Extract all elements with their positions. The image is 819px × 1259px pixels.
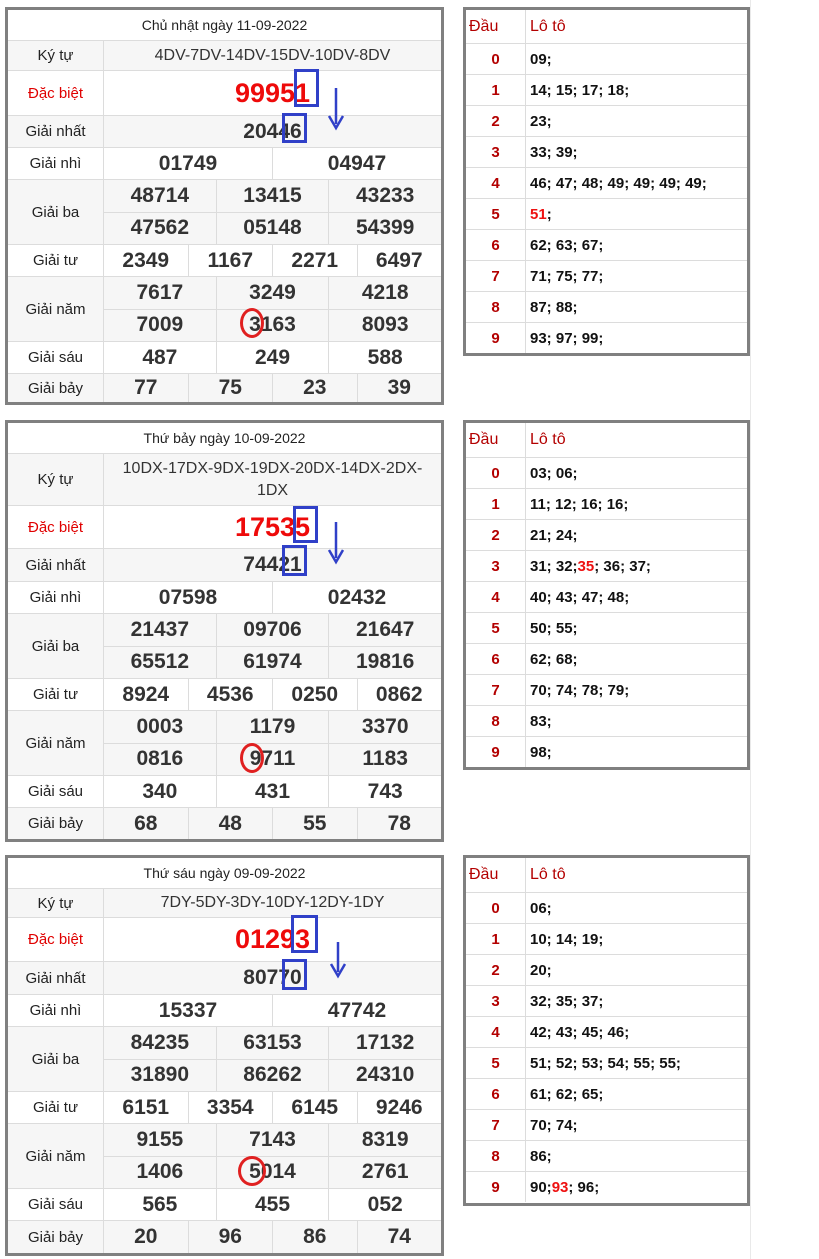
seventh-prize: 77 (134, 376, 158, 399)
loto-values: 86; (530, 1147, 552, 1165)
third-prize: 48714 (130, 183, 190, 207)
loto-head-dau: Đầu (466, 10, 526, 43)
loto-values: 71; 75; 77; (530, 267, 604, 285)
seventh-prize: 39 (357, 374, 442, 402)
label-giai-bay: Giải bảy (8, 374, 104, 402)
loto-values: 23; (530, 112, 552, 130)
third-prize: 13415 (216, 180, 329, 212)
fifth-prize: 8093 (328, 310, 441, 342)
down-arrow-icon (325, 520, 347, 566)
sixth-prize: 487 (142, 345, 178, 369)
loto-values: 98; (530, 743, 552, 761)
results-table-3 (5, 855, 444, 1256)
loto-head-loto: Lô tô (530, 866, 566, 883)
loto-hot-value: 93 (551, 1178, 569, 1196)
fifth-prize: 8319 (328, 1124, 441, 1156)
loto-dau: 1 (466, 75, 526, 105)
seventh-prize: 96 (188, 1221, 273, 1253)
label-dac-biet: Đặc biệt (8, 71, 104, 115)
third-prize: 61974 (216, 647, 329, 679)
fourth-prize: 0250 (272, 679, 357, 710)
highlight-box-icon (282, 959, 307, 990)
fourth-prize: 8924 (122, 682, 170, 706)
loto-dau: 6 (466, 644, 526, 674)
draw-date-header: Thứ bảy ngày 10-09-2022 (8, 423, 441, 453)
highlight-box-icon (291, 915, 318, 953)
loto-dau: 8 (466, 1141, 526, 1171)
loto-values: 40; 43; 47; 48; (530, 588, 630, 606)
loto-head-loto: Lô tô (530, 431, 566, 448)
label-kytu: Ký tự (8, 889, 104, 917)
code-sequence: 10DX-17DX-9DX-19DX-20DX-14DX-2DX-1DX (122, 459, 423, 499)
seventh-prize: 55 (272, 808, 357, 839)
seventh-prize: 75 (188, 374, 273, 402)
highlight-circle-icon (240, 308, 264, 338)
label-giai-tu: Giải tư (8, 679, 104, 710)
fourth-prize: 2349 (122, 248, 170, 272)
loto-values: 90; 93 ; 96; (530, 1178, 600, 1196)
loto-values: 21; 24; (530, 526, 578, 544)
fifth-prize: 9155 (136, 1127, 184, 1151)
loto-dau: 6 (466, 1079, 526, 1109)
label-giai-tu: Giải tư (8, 245, 104, 276)
fifth-prize: 7143 (216, 1124, 329, 1156)
third-prize: 21437 (130, 617, 190, 641)
fifth-prize: 9711 (216, 744, 329, 776)
loto-dau: 2 (466, 520, 526, 550)
loto-dau: 2 (466, 955, 526, 985)
loto-dau: 4 (466, 168, 526, 198)
loto-dau: 5 (466, 199, 526, 229)
loto-dau: 6 (466, 230, 526, 260)
code-sequence: 4DV-7DV-14DV-15DV-10DV-8DV (154, 46, 391, 64)
sixth-prize: 249 (216, 342, 329, 373)
loto-values: 14; 15; 17; 18; (530, 81, 630, 99)
third-prize: 09706 (216, 614, 329, 646)
third-prize: 24310 (328, 1060, 441, 1092)
fifth-prize: 0003 (136, 714, 184, 738)
fifth-prize: 7617 (136, 280, 184, 304)
loto-values: 62; 68; (530, 650, 578, 668)
label-giai-nhat: Giải nhất (8, 549, 104, 581)
seventh-prize: 23 (272, 374, 357, 402)
label-giai-nhi: Giải nhì (8, 148, 104, 179)
fourth-prize: 3354 (188, 1092, 273, 1123)
third-prize: 63153 (216, 1027, 329, 1059)
draw-date-header: Thứ sáu ngày 09-09-2022 (8, 858, 441, 888)
label-giai-bay: Giải bảy (8, 1221, 104, 1253)
loto-values: 51; 52; 53; 54; 55; 55; (530, 1054, 681, 1072)
loto-dau: 8 (466, 292, 526, 322)
sixth-prize: 743 (328, 776, 441, 807)
fifth-prize: 1183 (328, 744, 441, 776)
highlight-box-icon (282, 545, 307, 576)
third-prize: 19816 (328, 647, 441, 679)
label-giai-nhi: Giải nhì (8, 582, 104, 613)
loto-values: 70; 74; (530, 1116, 578, 1134)
sixth-prize: 455 (216, 1189, 329, 1220)
third-prize: 86262 (216, 1060, 329, 1092)
third-prize: 65512 (130, 650, 190, 674)
loto-dau: 0 (466, 44, 526, 74)
second-prize: 47742 (272, 995, 441, 1026)
loto-values: 87; 88; (530, 298, 578, 316)
loto-values: 50; 55; (530, 619, 578, 637)
loto-dau: 8 (466, 706, 526, 736)
loto-values: 93; 97; 99; (530, 329, 604, 347)
loto-dau: 9 (466, 737, 526, 767)
loto-head-dau: Đầu (466, 858, 526, 892)
label-giai-tu: Giải tư (8, 1092, 104, 1123)
loto-dau: 1 (466, 924, 526, 954)
fourth-prize: 0862 (357, 679, 442, 710)
loto-dau: 5 (466, 1048, 526, 1078)
seventh-prize: 20 (134, 1225, 158, 1248)
fourth-prize: 6151 (122, 1095, 170, 1119)
label-giai-sau: Giải sáu (8, 776, 104, 807)
fourth-prize: 9246 (357, 1092, 442, 1123)
first-prize: 20446 (243, 119, 302, 143)
sixth-prize: 052 (328, 1189, 441, 1220)
highlight-circle-icon (238, 1156, 266, 1186)
seventh-prize: 86 (272, 1221, 357, 1253)
sixth-prize: 340 (142, 779, 178, 803)
loto-dau: 7 (466, 675, 526, 705)
loto-values: 51 ; (530, 205, 552, 223)
highlight-box-icon (293, 506, 318, 543)
special-prize: 99951 (234, 77, 311, 108)
label-dac-biet: Đặc biệt (8, 506, 104, 548)
second-prize: 15337 (158, 998, 218, 1022)
sixth-prize: 431 (216, 776, 329, 807)
fifth-prize: 2761 (328, 1157, 441, 1189)
label-giai-ba: Giải ba (8, 180, 104, 244)
code-sequence: 7DY-5DY-3DY-10DY-12DY-1DY (160, 894, 385, 911)
loto-values: 09; (530, 50, 552, 68)
special-prize: 01293 (234, 924, 311, 954)
label-giai-nam: Giải năm (8, 277, 104, 341)
draw-date-header: Chủ nhật ngày 11-09-2022 (8, 10, 441, 40)
loto-hot-value: 51 (530, 205, 547, 223)
second-prize: 02432 (272, 582, 441, 613)
down-arrow-icon (327, 940, 349, 980)
third-prize: 05148 (216, 213, 329, 245)
loto-dau: 3 (466, 551, 526, 581)
fourth-prize: 1167 (188, 245, 273, 276)
label-giai-nhat: Giải nhất (8, 962, 104, 994)
fourth-prize: 6145 (272, 1092, 357, 1123)
fifth-prize: 3249 (216, 277, 329, 309)
third-prize: 47562 (130, 216, 190, 240)
label-giai-bay: Giải bảy (8, 808, 104, 839)
fifth-prize: 7009 (136, 313, 184, 337)
label-giai-nam: Giải năm (8, 1124, 104, 1188)
loto-values: 70; 74; 78; 79; (530, 681, 630, 699)
label-dac-biet: Đặc biệt (8, 918, 104, 961)
third-prize: 54399 (328, 213, 441, 245)
fourth-prize: 2271 (272, 245, 357, 276)
loto-dau: 9 (466, 323, 526, 353)
fifth-prize: 0816 (136, 747, 184, 771)
first-prize: 80770 (243, 966, 302, 989)
loto-table-1 (463, 7, 750, 356)
label-giai-sau: Giải sáu (8, 342, 104, 373)
label-giai-sau: Giải sáu (8, 1189, 104, 1220)
fifth-prize: 1406 (136, 1160, 184, 1184)
label-kytu: Ký tự (8, 41, 104, 70)
second-prize: 04947 (272, 148, 441, 179)
third-prize: 17132 (328, 1027, 441, 1059)
second-prize: 07598 (158, 585, 218, 609)
label-giai-nhat: Giải nhất (8, 116, 104, 147)
label-giai-nhi: Giải nhì (8, 995, 104, 1026)
seventh-prize: 48 (188, 808, 273, 839)
first-prize: 74421 (243, 553, 302, 576)
seventh-prize: 78 (357, 808, 442, 839)
third-prize: 31890 (130, 1063, 190, 1087)
loto-dau: 4 (466, 1017, 526, 1047)
special-prize: 17535 (234, 511, 311, 542)
loto-hot-value: 35 (577, 557, 595, 575)
loto-values: 62; 63; 67; (530, 236, 604, 254)
label-giai-nam: Giải năm (8, 711, 104, 775)
page-divider (750, 0, 751, 1259)
label-giai-ba: Giải ba (8, 1027, 104, 1091)
loto-values: 11; 12; 16; 16; (530, 495, 629, 513)
second-prize: 01749 (158, 151, 218, 175)
loto-values: 20; (530, 961, 552, 979)
loto-table-2 (463, 420, 750, 770)
loto-dau: 3 (466, 986, 526, 1016)
loto-values: 83; (530, 712, 552, 730)
third-prize: 21647 (328, 614, 441, 646)
loto-dau: 5 (466, 613, 526, 643)
loto-dau: 2 (466, 106, 526, 136)
loto-head-dau: Đầu (466, 423, 526, 457)
loto-values: 32; 35; 37; (530, 992, 604, 1010)
loto-dau: 9 (466, 1172, 526, 1202)
third-prize: 43233 (328, 180, 441, 212)
fifth-prize: 3163 (216, 310, 329, 342)
fifth-prize: 3370 (328, 711, 441, 743)
highlight-box-icon (294, 69, 319, 107)
loto-values: 42; 43; 45; 46; (530, 1023, 630, 1041)
sixth-prize: 588 (328, 342, 441, 373)
fifth-prize: 5014 (216, 1157, 329, 1189)
loto-dau: 3 (466, 137, 526, 167)
third-prize: 84235 (130, 1030, 190, 1054)
loto-head-loto: Lô tô (530, 17, 566, 35)
fifth-prize: 4218 (328, 277, 441, 309)
fourth-prize: 6497 (357, 245, 442, 276)
fourth-prize: 4536 (188, 679, 273, 710)
loto-values: 10; 14; 19; (530, 930, 604, 948)
highlight-circle-icon (240, 743, 264, 773)
loto-dau: 7 (466, 261, 526, 291)
loto-dau: 4 (466, 582, 526, 612)
seventh-prize: 68 (134, 811, 158, 835)
loto-values: 61; 62; 65; (530, 1085, 604, 1103)
loto-dau: 0 (466, 893, 526, 923)
loto-dau: 1 (466, 489, 526, 519)
loto-table-3 (463, 855, 750, 1206)
loto-values: 06; (530, 899, 552, 917)
seventh-prize: 74 (357, 1221, 442, 1253)
loto-values: 31; 32; 35 ; 36; 37; (530, 557, 651, 575)
highlight-box-icon (282, 113, 307, 143)
label-giai-ba: Giải ba (8, 614, 104, 678)
fifth-prize: 1179 (216, 711, 329, 743)
loto-dau: 0 (466, 458, 526, 488)
down-arrow-icon (325, 86, 347, 132)
results-table-1 (5, 7, 444, 405)
loto-values: 33; 39; (530, 143, 578, 161)
loto-dau: 7 (466, 1110, 526, 1140)
results-table-2 (5, 420, 444, 842)
loto-values: 46; 47; 48; 49; 49; 49; 49; (530, 174, 707, 192)
sixth-prize: 565 (142, 1192, 178, 1216)
loto-values: 03; 06; (530, 464, 578, 482)
label-kytu: Ký tự (8, 454, 104, 505)
